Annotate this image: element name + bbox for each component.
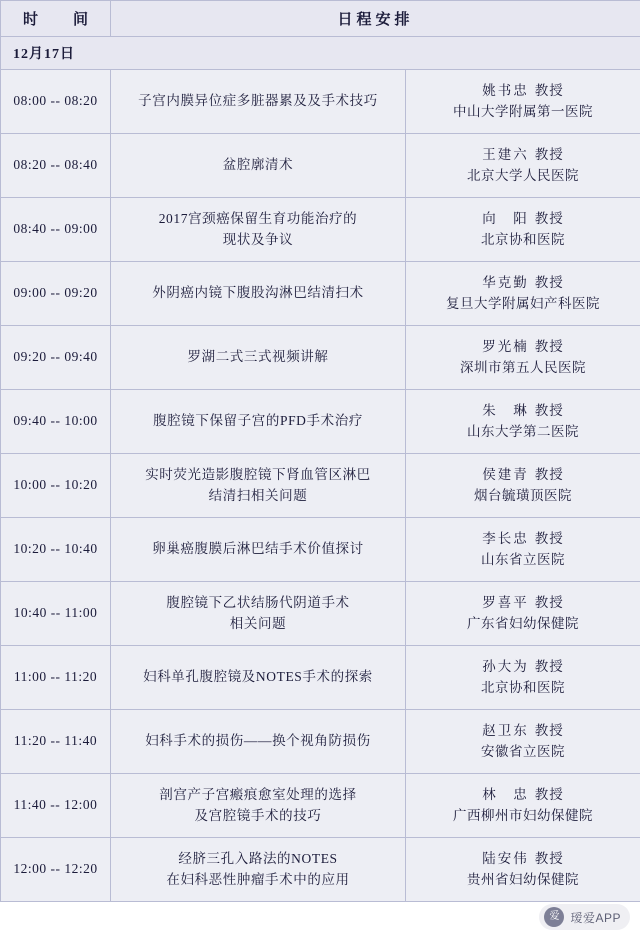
speaker-name: 林 忠 教授 [482, 786, 564, 802]
session-topic [111, 710, 406, 774]
session-time: 10:20 -- 10:40 [1, 518, 111, 582]
topic-line: 妇科手术的损伤——换个视角防损伤 [145, 733, 371, 749]
topic-line: 卵巢癌腹膜后淋巴结手术价值探讨 [152, 541, 364, 557]
watermark-badge [539, 904, 630, 930]
speaker-title: 教授 [534, 466, 564, 482]
table-row [1, 326, 640, 390]
session-time: 09:40 -- 10:00 [1, 390, 111, 454]
topic-line: 外阴癌内镜下腹股沟淋巴结清扫术 [152, 285, 364, 301]
speaker-organization: 安徽省立医院 [481, 743, 565, 759]
session-speaker [406, 646, 640, 710]
speaker-organization: 广西柳州市妇幼保健院 [453, 807, 593, 823]
speaker-title: 教授 [534, 594, 564, 610]
topic-line: 在妇科恶性肿瘤手术中的应用 [166, 871, 350, 887]
session-time: 11:20 -- 11:40 [1, 710, 111, 774]
speaker-organization: 贵州省妇幼保健院 [467, 871, 579, 887]
table-row [1, 710, 640, 774]
topic-line: 2017宫颈癌保留生育功能治疗的 [158, 210, 358, 226]
speaker-organization: 北京协和医院 [481, 679, 565, 695]
session-time: 08:40 -- 09:00 [1, 198, 111, 262]
speaker-name: 赵卫东 教授 [482, 722, 564, 738]
session-speaker [406, 390, 640, 454]
session-time: 11:40 -- 12:00 [1, 774, 111, 838]
topic-line: 妇科单孔腹腔镜及NOTES手术的探索 [143, 669, 373, 685]
speaker-organization: 山东省立医院 [481, 551, 565, 567]
table-row [1, 582, 640, 646]
table-header-row [1, 1, 640, 37]
speaker-organization: 北京大学人民医院 [467, 167, 579, 183]
session-time: 08:20 -- 08:40 [1, 134, 111, 198]
topic-line: 相关问题 [229, 615, 287, 631]
topic-line: 经脐三孔入路法的NOTES [178, 850, 338, 866]
speaker-name: 向 阳 教授 [482, 210, 564, 226]
speaker-title: 教授 [534, 274, 564, 290]
speaker-organization: 中山大学附属第一医院 [453, 103, 593, 119]
topic-line: 剖宫产子宫瘢痕愈室处理的选择 [159, 786, 357, 802]
table-row [1, 70, 640, 134]
schedule-body [1, 37, 640, 902]
session-topic [111, 70, 406, 134]
session-time: 11:00 -- 11:20 [1, 646, 111, 710]
speaker-title: 教授 [534, 402, 564, 418]
session-topic [111, 262, 406, 326]
session-topic [111, 454, 406, 518]
session-speaker [406, 582, 640, 646]
table-row [1, 518, 640, 582]
speaker-organization: 广东省妇幼保健院 [467, 615, 579, 631]
session-speaker [406, 710, 640, 774]
session-speaker [406, 70, 640, 134]
date-label: 12月17日 [1, 37, 640, 70]
speaker-title: 教授 [534, 146, 564, 162]
topic-line: 子宫内膜异位症多脏器累及及手术技巧 [138, 93, 378, 109]
table-row [1, 454, 640, 518]
speaker-title: 教授 [534, 338, 564, 354]
session-time: 12:00 -- 12:20 [1, 838, 111, 902]
topic-line: 实时荧光造影腹腔镜下肾血管区淋巴 [145, 466, 371, 482]
speaker-organization: 烟台毓璜顶医院 [474, 487, 572, 503]
session-speaker [406, 262, 640, 326]
session-topic [111, 838, 406, 902]
table-row [1, 646, 640, 710]
session-speaker [406, 198, 640, 262]
topic-line: 现状及争议 [222, 231, 294, 247]
watermark-label: 瑷爱APP [570, 910, 621, 925]
speaker-organization: 北京协和医院 [481, 231, 565, 247]
speaker-name: 罗光楠 教授 [482, 338, 564, 354]
table-row [1, 198, 640, 262]
speaker-name: 朱 琳 教授 [482, 402, 564, 418]
speaker-organization: 山东大学第二医院 [467, 423, 579, 439]
speaker-title: 教授 [534, 786, 564, 802]
topic-line: 结清扫相关问题 [208, 487, 308, 503]
session-time: 08:00 -- 08:20 [1, 70, 111, 134]
session-speaker [406, 518, 640, 582]
session-speaker [406, 326, 640, 390]
session-time: 09:20 -- 09:40 [1, 326, 111, 390]
session-topic [111, 134, 406, 198]
session-topic [111, 198, 406, 262]
table-row [1, 262, 640, 326]
table-row [1, 134, 640, 198]
date-row [1, 37, 640, 70]
speaker-title: 教授 [534, 722, 564, 738]
session-time: 09:00 -- 09:20 [1, 262, 111, 326]
session-topic [111, 582, 406, 646]
session-topic [111, 390, 406, 454]
speaker-name: 王建六 教授 [482, 146, 564, 162]
speaker-title: 教授 [534, 82, 564, 98]
session-topic [111, 518, 406, 582]
table-row [1, 390, 640, 454]
session-time: 10:00 -- 10:20 [1, 454, 111, 518]
session-speaker [406, 134, 640, 198]
speaker-name: 侯建青 教授 [482, 466, 564, 482]
topic-line: 罗湖二式三式视频讲解 [187, 349, 329, 365]
app-logo-icon: 爱 [544, 907, 564, 927]
speaker-name: 华克勤 教授 [482, 274, 564, 290]
speaker-name: 姚书忠 教授 [482, 82, 564, 98]
session-speaker [406, 774, 640, 838]
topic-line: 腹腔镜下保留子宫的PFD手术治疗 [153, 413, 363, 429]
speaker-name: 罗喜平 教授 [482, 594, 564, 610]
column-header-agenda: 日程安排 [111, 1, 640, 37]
topic-line: 腹腔镜下乙状结肠代阴道手术 [166, 594, 350, 610]
speaker-name: 李长忠 教授 [482, 530, 564, 546]
table-row [1, 774, 640, 838]
session-topic [111, 774, 406, 838]
speaker-title: 教授 [534, 210, 564, 226]
session-topic [111, 646, 406, 710]
topic-line: 盆腔廓清术 [222, 157, 294, 173]
session-topic [111, 326, 406, 390]
session-time: 10:40 -- 11:00 [1, 582, 111, 646]
speaker-organization: 深圳市第五人民医院 [460, 359, 586, 375]
column-header-time: 时 间 [1, 1, 111, 37]
topic-line: 及宫腔镜手术的技巧 [194, 807, 322, 823]
speaker-title: 教授 [534, 850, 564, 866]
speaker-title: 教授 [534, 530, 564, 546]
table-row [1, 838, 640, 902]
speaker-title: 教授 [534, 658, 564, 674]
session-speaker [406, 454, 640, 518]
speaker-name: 陆安伟 教授 [482, 850, 564, 866]
session-speaker [406, 838, 640, 902]
speaker-organization: 复旦大学附属妇产科医院 [446, 295, 600, 311]
speaker-name: 孙大为 教授 [482, 658, 564, 674]
